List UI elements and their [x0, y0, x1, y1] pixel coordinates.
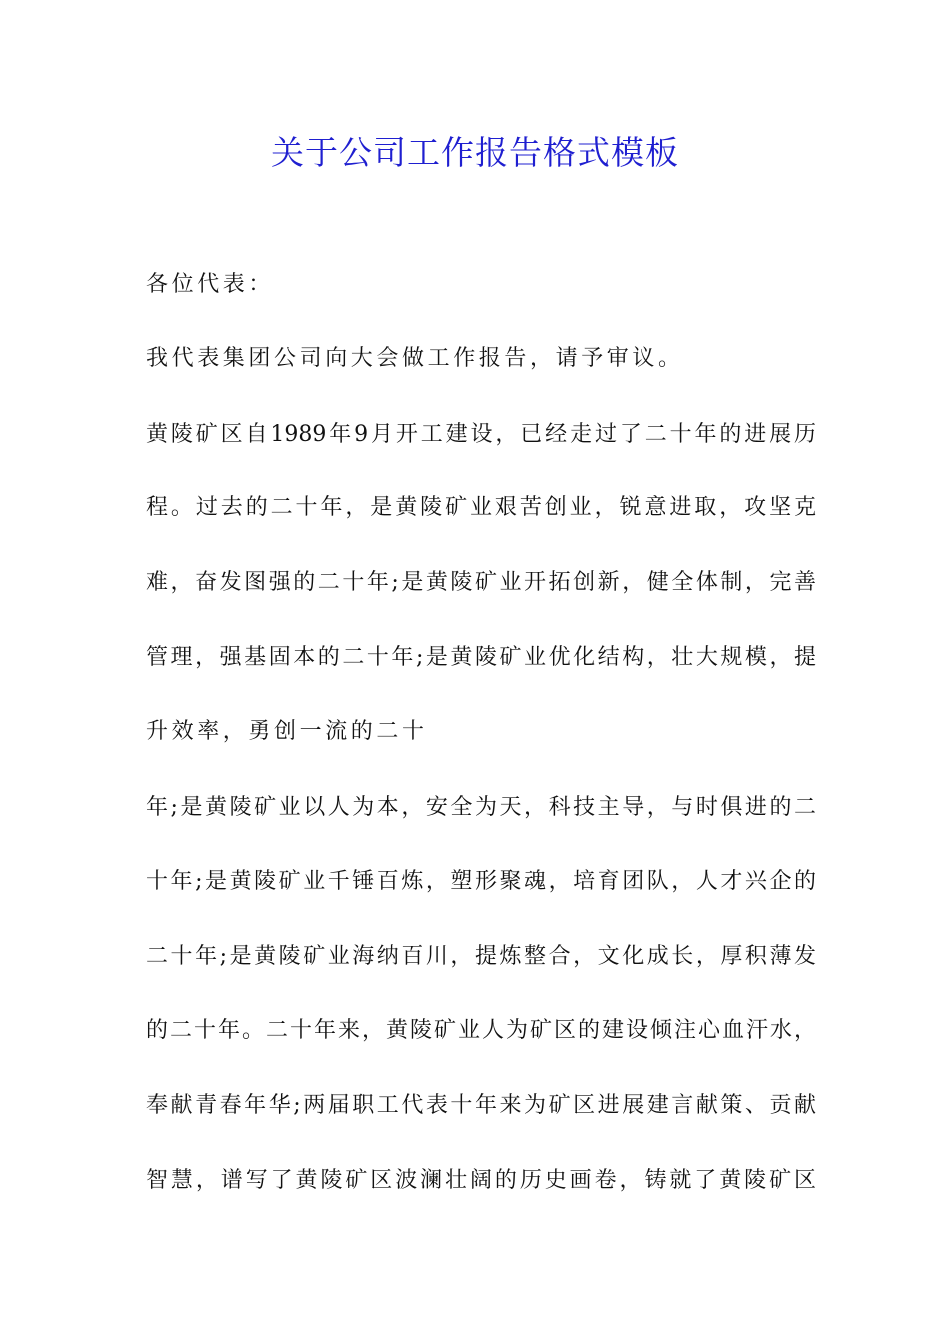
body-line: 二十年;是黄陵矿业海纳百川，提炼整合，文化成长，厚积薄发 — [146, 944, 816, 969]
document-title: 关于公司工作报告格式模板 — [271, 133, 679, 172]
body-line: 管理，强基固本的二十年;是黄陵矿业优化结构，壮大规模，提 — [146, 645, 816, 670]
body-line: 年;是黄陵矿业以人为本，安全为天，科技主导，与时俱进的二 — [146, 795, 816, 820]
body-line: 升效率，勇创一流的二十 — [146, 719, 428, 744]
body-line: 我代表集团公司向大会做工作报告，请予审议。 — [146, 346, 684, 371]
body-line: 奉献青春年华;两届职工代表十年来为矿区进展建言献策、贡献 — [146, 1093, 816, 1118]
body-line: 的二十年。二十年来，黄陵矿业人为矿区的建设倾注心血汗水， — [146, 1018, 816, 1043]
body-line: 十年;是黄陵矿业千锤百炼，塑形聚魂，培育团队，人才兴企的 — [146, 869, 816, 894]
body-line: 黄陵矿区自1989年9月开工建设，已经走过了二十年的进展历 — [146, 422, 816, 447]
body-line: 难，奋发图强的二十年;是黄陵矿业开拓创新，健全体制，完善 — [146, 570, 816, 595]
body-line: 智慧，谱写了黄陵矿区波澜壮阔的历史画卷，铸就了黄陵矿区 — [146, 1168, 816, 1193]
body-line: 程。过去的二十年，是黄陵矿业艰苦创业，锐意进取，攻坚克 — [146, 495, 816, 520]
salutation-line: 各位代表： — [146, 272, 275, 297]
